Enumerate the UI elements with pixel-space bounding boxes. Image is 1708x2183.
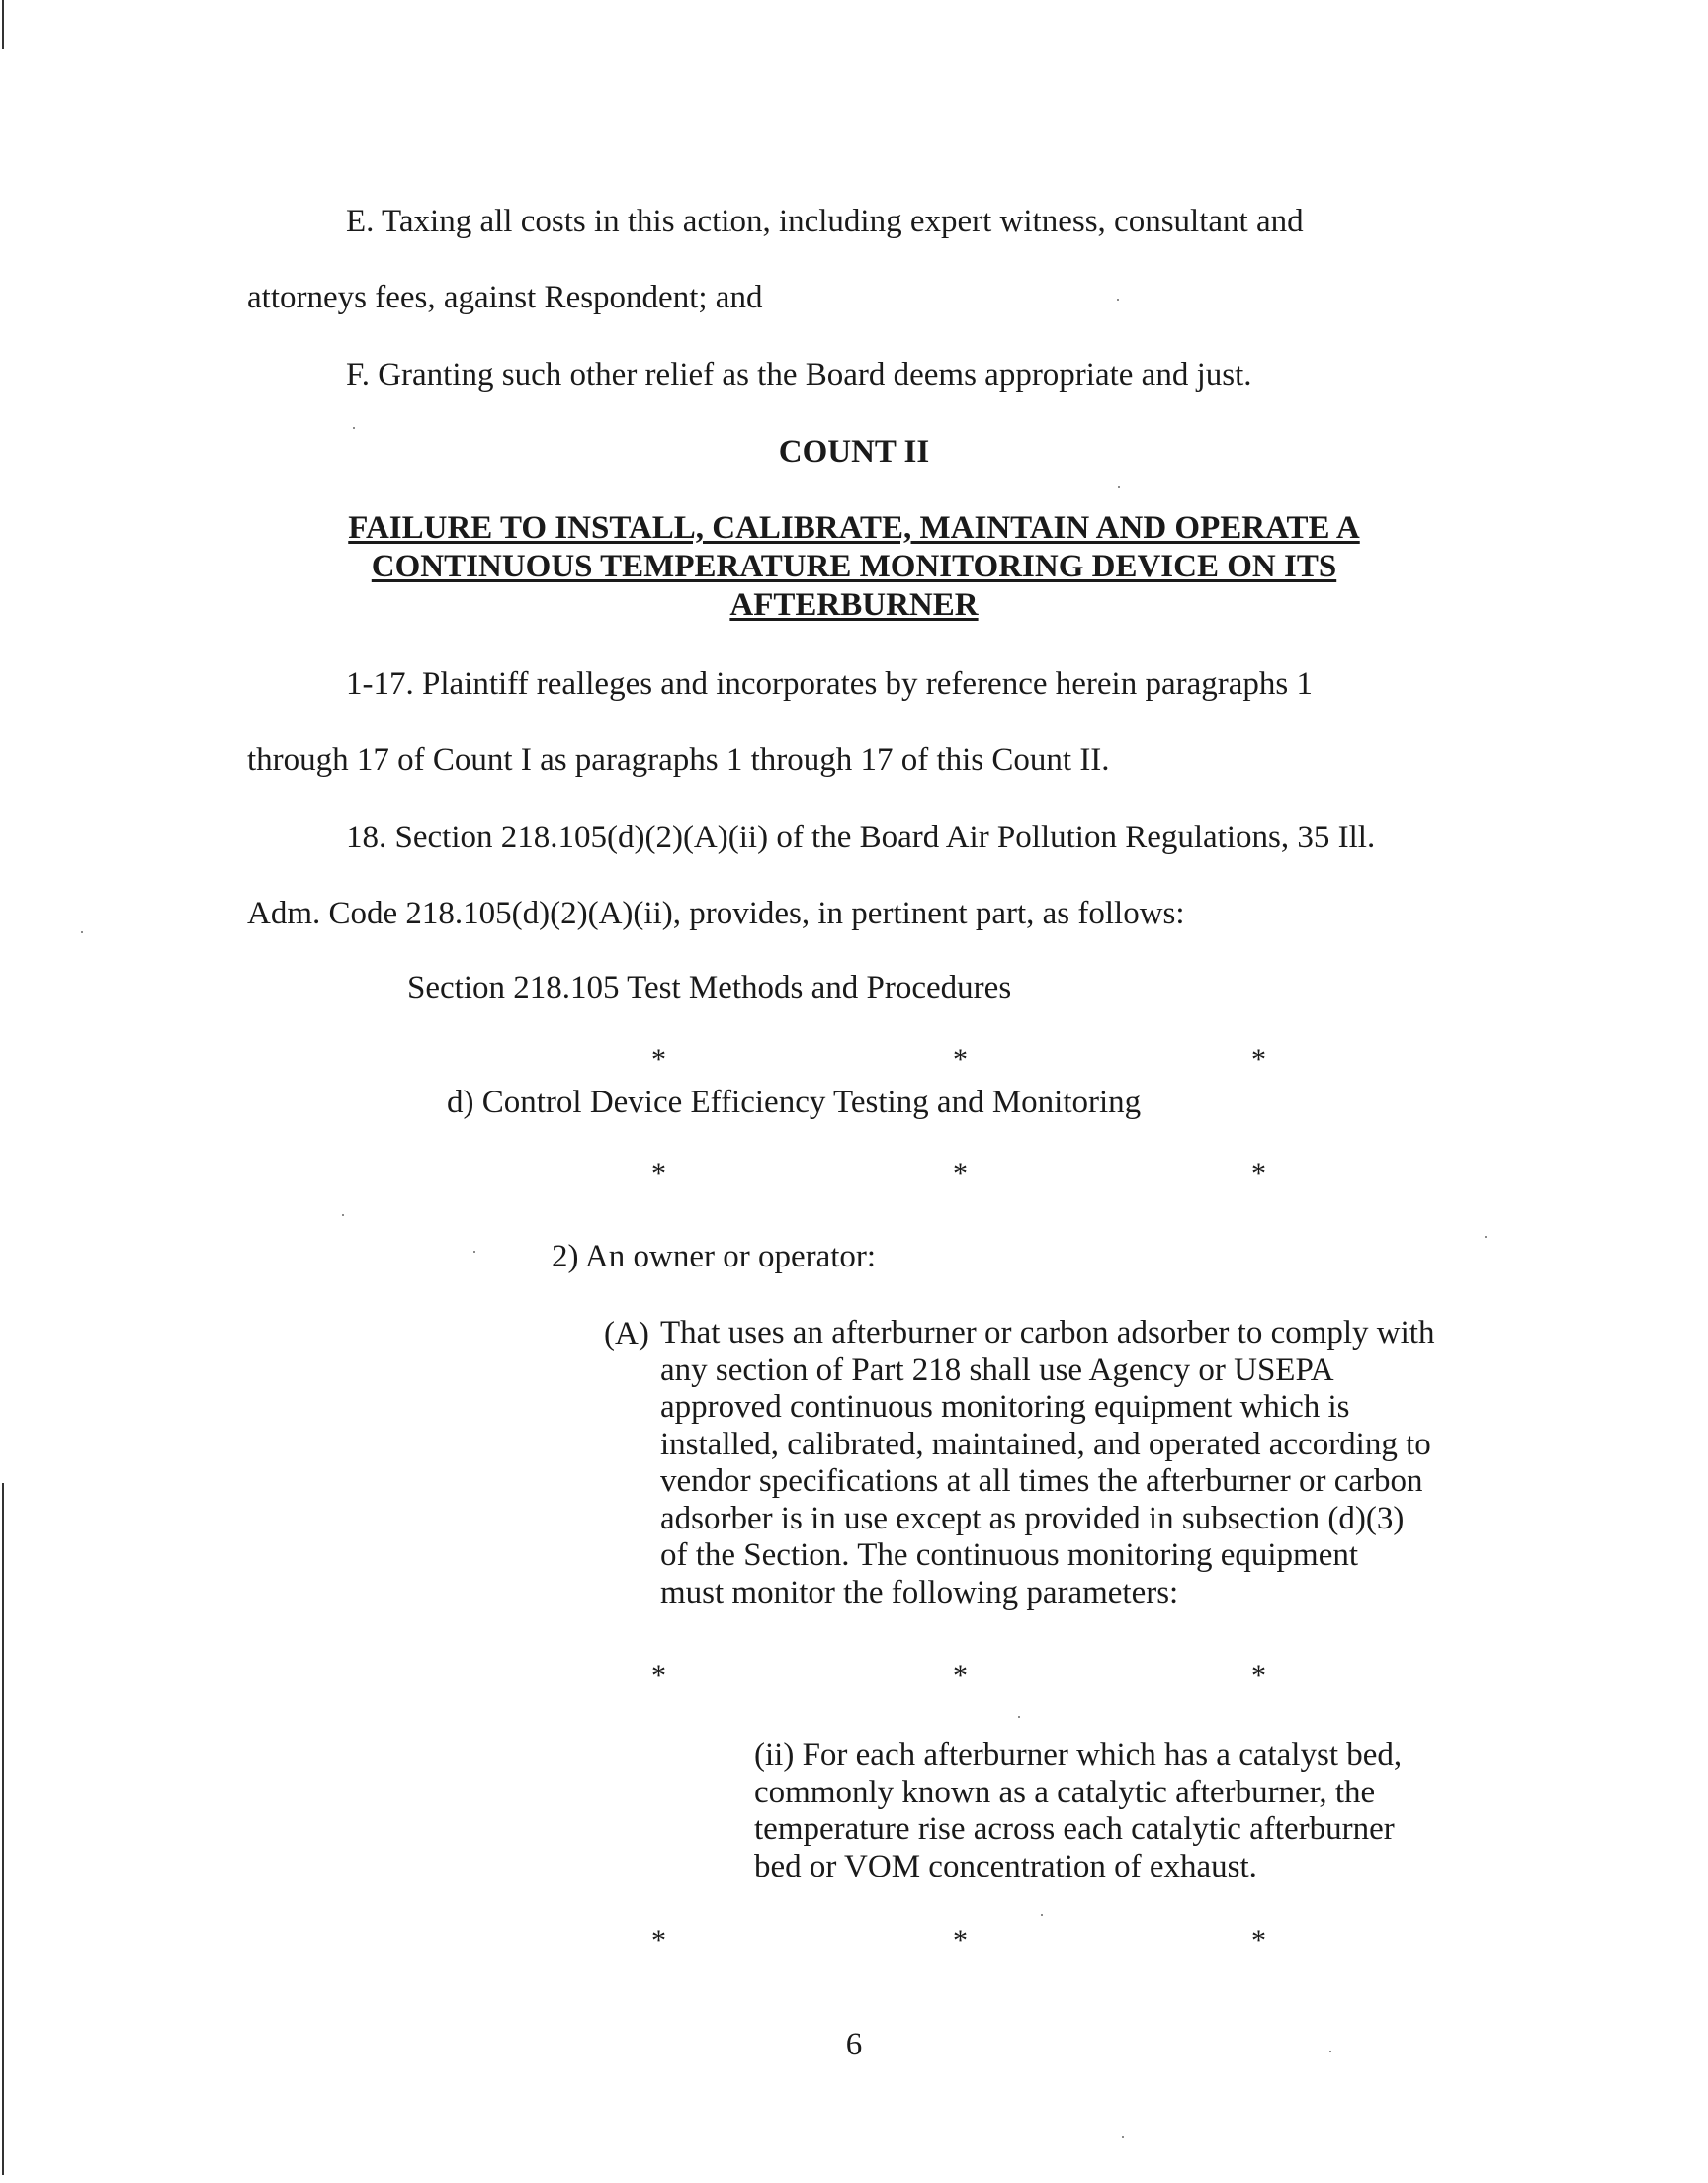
count-heading: COUNT II (778, 434, 930, 470)
count-title-line-2: CONTINUOUS TEMPERATURE MONITORING DEVICE ON ITS (371, 549, 1337, 584)
scan-speck (342, 1214, 344, 1216)
scan-speck (1117, 299, 1119, 301)
quote-section-title: Section 218.105 Test Methods and Procedures (407, 970, 1012, 1005)
quote-item-a-line: That uses an afterburner or carbon adsorber to comply with (660, 1315, 1435, 1351)
ellipsis-star: * (953, 1924, 968, 1957)
quote-item-ii-line: (ii) For each afterburner which has a catalyst bed, (754, 1737, 1403, 1773)
scan-speck (1041, 1914, 1043, 1916)
scan-speck (473, 1251, 475, 1253)
relief-item-f: F. Granting such other relief as the Board deems appropriate and just. (346, 357, 1252, 393)
quote-item-ii-line: bed or VOM concentration of exhaust. (754, 1848, 1257, 1884)
ellipsis-star: * (1251, 1924, 1266, 1957)
scan-speck (353, 427, 355, 429)
quote-item-a-line: approved continuous monitoring equipment which is (660, 1389, 1350, 1425)
quote-item-a-line: adsorber is in use except as provided in subsection (d)(3) (660, 1500, 1405, 1536)
paragraph-1-17-line-1: 1-17. Plaintiff realleges and incorporates by reference herein paragraphs 1 (346, 666, 1313, 702)
ellipsis-star: * (651, 1043, 666, 1076)
scan-speck (81, 931, 83, 933)
ellipsis-star: * (1251, 1659, 1266, 1692)
count-title-line-3: AFTERBURNER (729, 587, 979, 623)
paragraph-18-line-2: Adm. Code 218.105(d)(2)(A)(ii), provides, in pertinent part, as follows: (247, 896, 1185, 931)
scan-speck (1118, 486, 1120, 488)
scan-speck (1485, 1236, 1487, 1238)
quote-item-a-line: must monitor the following parameters: (660, 1574, 1179, 1611)
relief-item-e-line-2: attorneys fees, against Respondent; and (247, 280, 763, 315)
relief-item-e-line-1: E. Taxing all costs in this action, including expert witness, consultant and (346, 204, 1304, 239)
quote-item-ii-text (754, 1737, 1402, 1885)
count-title-line-1: FAILURE TO INSTALL, CALIBRATE, MAINTAIN AND OPERATE A (348, 510, 1360, 546)
quote-item-a-label: (A) (604, 1316, 649, 1352)
paragraph-18-line-1: 18. Section 218.105(d)(2)(A)(ii) of the Board Air Pollution Regulations, 35 Ill. (346, 820, 1376, 855)
scan-edge-mark (2, 1483, 4, 2175)
ellipsis-star: * (651, 1924, 666, 1957)
ellipsis-star: * (953, 1043, 968, 1076)
page-number: 6 (845, 2027, 863, 2062)
ellipsis-star: * (953, 1659, 968, 1692)
scan-speck (1122, 2136, 1124, 2138)
quote-subsection-d: d) Control Device Efficiency Testing and Monitoring (447, 1085, 1142, 1120)
ellipsis-star: * (651, 1157, 666, 1189)
ellipsis-star: * (1251, 1043, 1266, 1076)
paragraph-1-17-line-2: through 17 of Count I as paragraphs 1 through 17 of this Count II. (247, 742, 1110, 778)
quote-item-a-text (660, 1315, 1434, 1612)
quote-item-a-line: installed, calibrated, maintained, and operated according to (660, 1426, 1431, 1462)
quote-item-ii-line: temperature rise across each catalytic afterburner (754, 1811, 1395, 1847)
ellipsis-star: * (1251, 1157, 1266, 1189)
quote-item-a-line: of the Section. The continuous monitoring equipment (660, 1537, 1359, 1573)
quote-item-a-line: any section of Part 218 shall use Agency or USEPA (660, 1352, 1334, 1388)
scan-edge-mark (2, 0, 4, 49)
quote-item-2: 2) An owner or operator: (552, 1239, 877, 1274)
ellipsis-star: * (953, 1157, 968, 1189)
scan-speck (1018, 1716, 1020, 1718)
quote-item-ii-line: commonly known as a catalytic afterburner, the (754, 1774, 1376, 1810)
ellipsis-star: * (651, 1659, 666, 1692)
quote-item-a-line: vendor specifications at all times the afterburner or carbon (660, 1463, 1423, 1499)
